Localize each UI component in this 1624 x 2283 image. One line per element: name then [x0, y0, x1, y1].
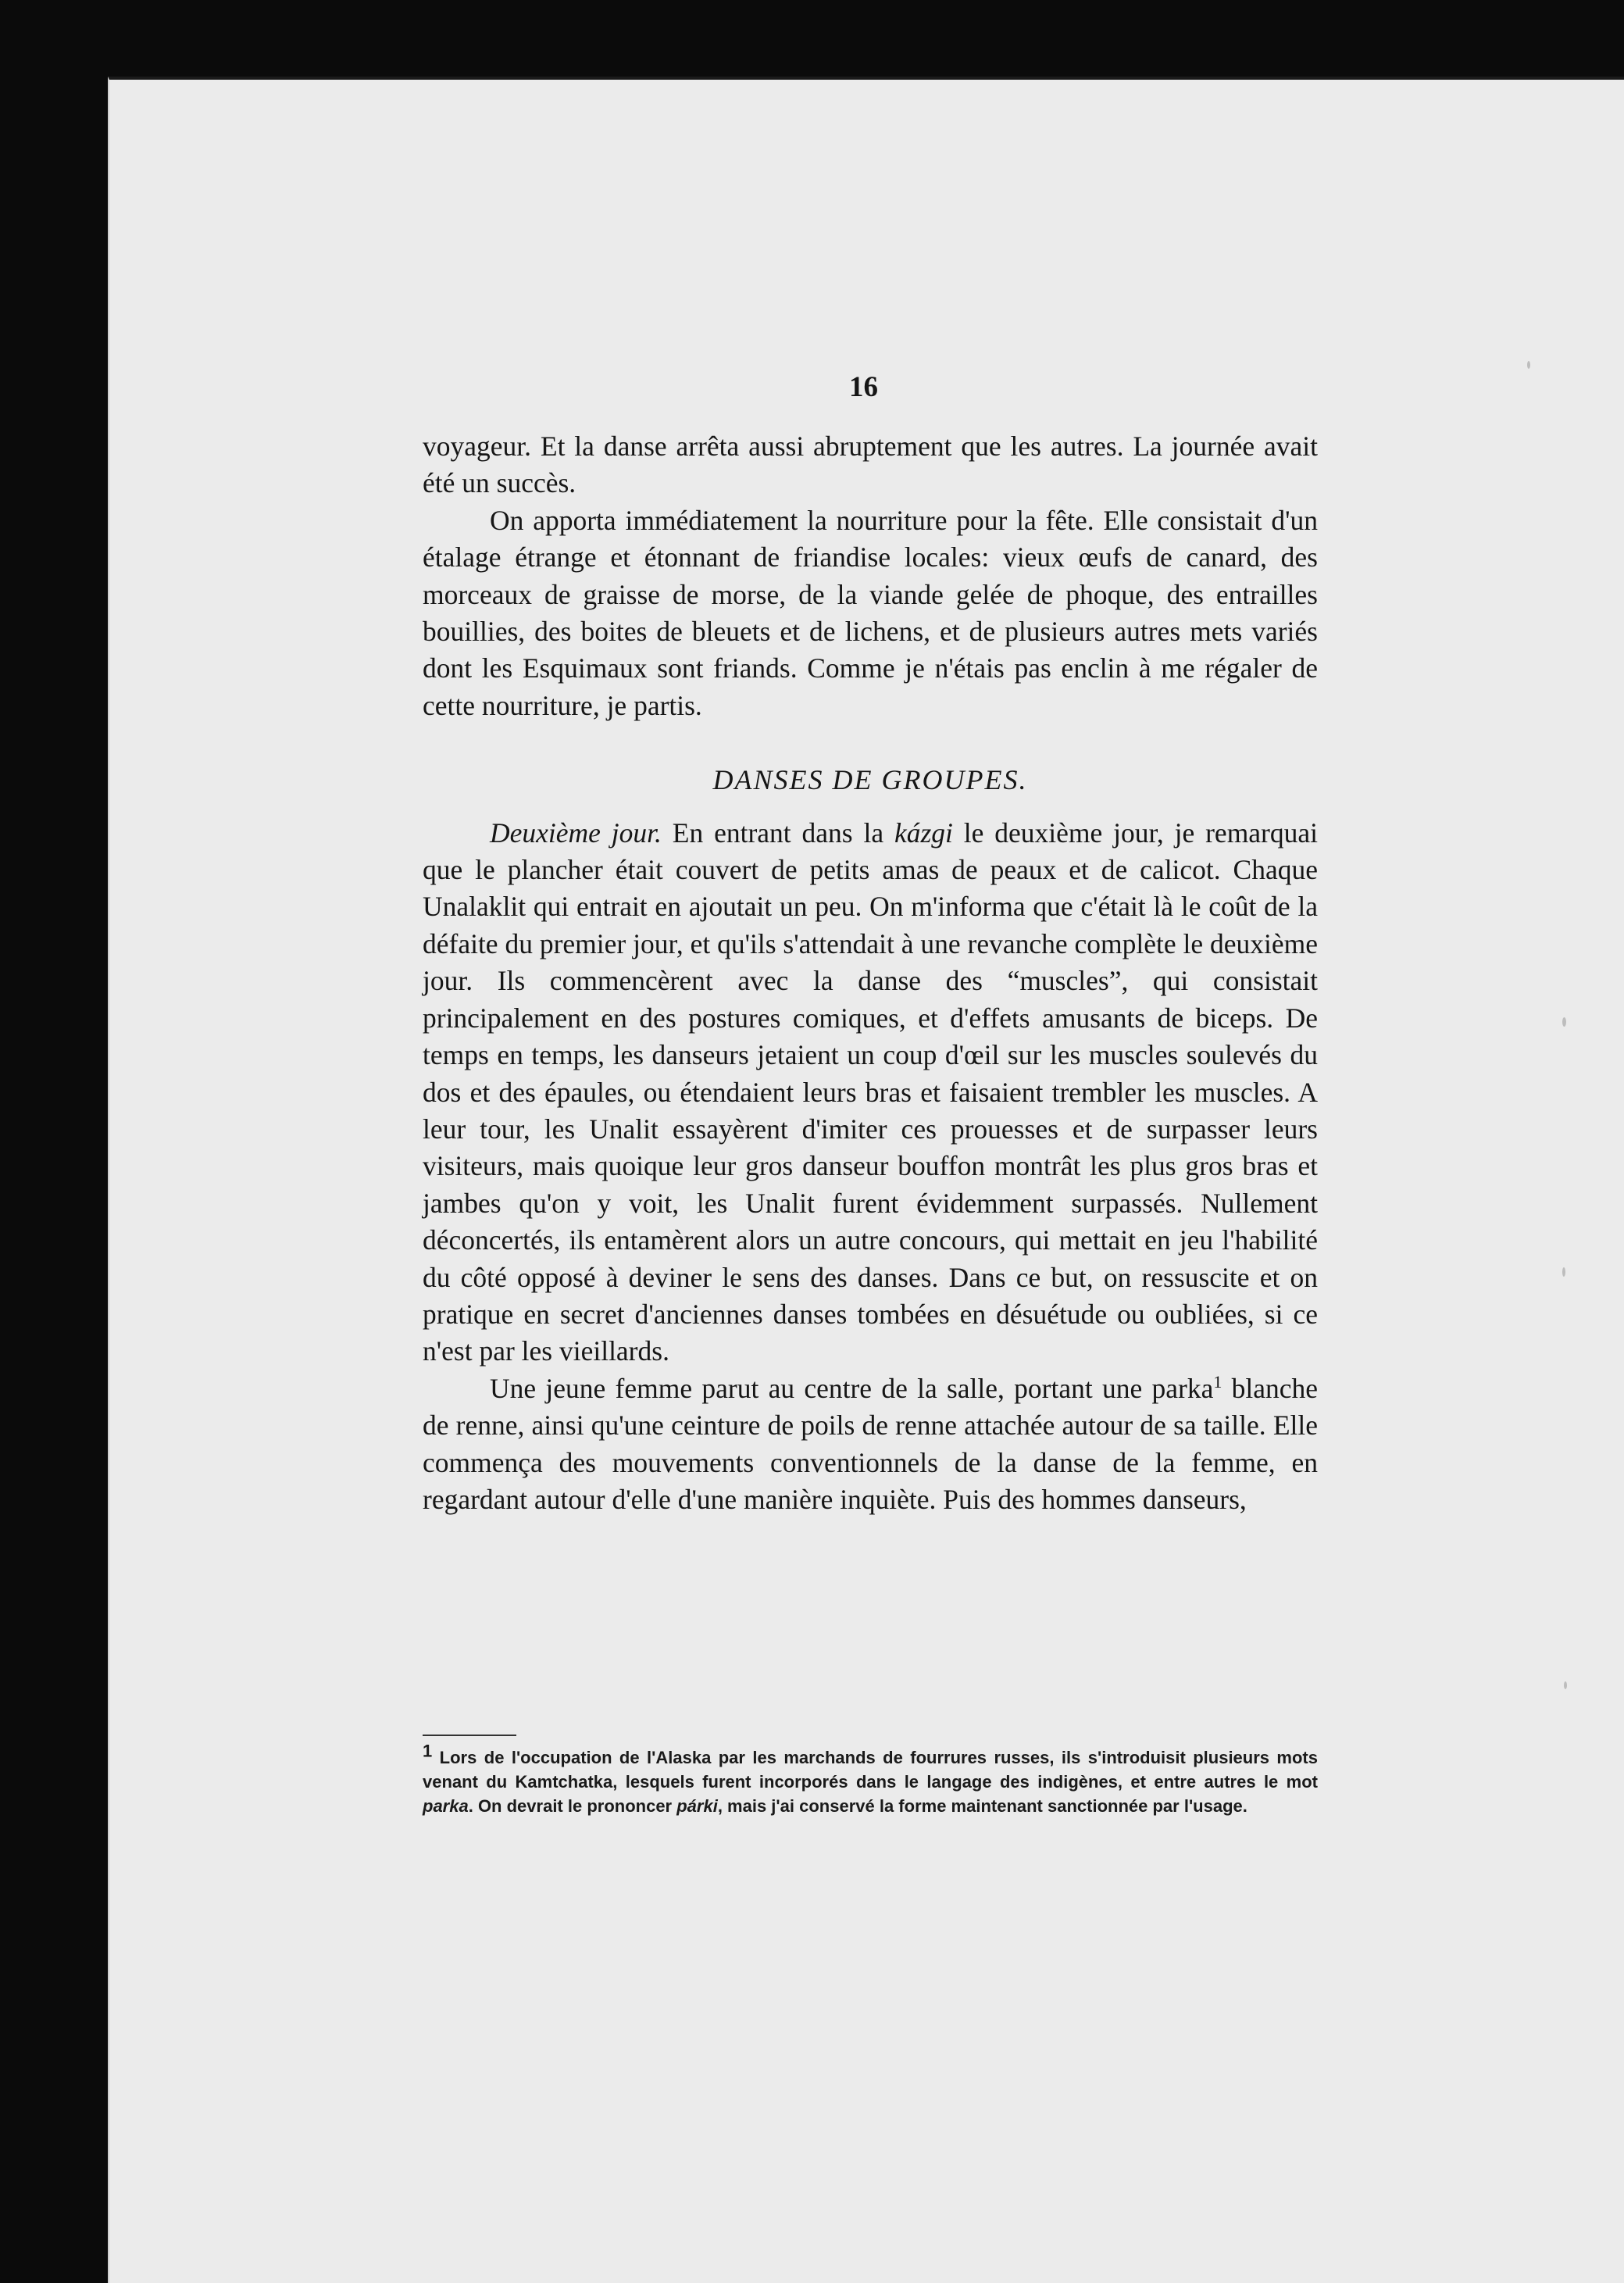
paragraph-text: En entrant dans la [661, 816, 894, 849]
body-text [423, 428, 1318, 1518]
page-number: 16 [849, 371, 878, 403]
footnote-1 [423, 1741, 1318, 1818]
scan-speck [1564, 1681, 1567, 1689]
term-parki: párki [676, 1796, 718, 1816]
term-parka: parka [423, 1796, 469, 1816]
footnote-text: Lors de l'occupation de l'Alaska par les marchands de fourrures russes, ils s'introduisit plusieurs mots venant du Kamtchatka, lesquels furent incorporés dans le langage des indigènes, et entre autres le mot [423, 1748, 1318, 1792]
paragraph-lead-in: Deuxième jour. [490, 816, 662, 849]
paragraph-young-woman [423, 1370, 1318, 1519]
paragraph-second-day [423, 815, 1318, 1370]
section-heading: DANSES DE GROUPES. [712, 764, 1028, 796]
paragraph-text: Une jeune femme parut au centre de la salle, portant une parka [490, 1372, 1214, 1404]
footnote [423, 1741, 1318, 1818]
paragraph-text: le deuxième jour, je remarquai que le plancher était couvert de petits amas de peaux et de calicot. Chaque Unalaklit qui entrait en ajoutait un peu. On m'informa que c'était là le coût de la défaite du premier jour, et qu'ils s'attendait à une revanche complète le deuxième jour. Ils commencèrent avec la danse des “muscles”, qui consistait principalement en des postures comiques, et d'effets amusants de biceps. De temps en temps, les danseurs jetaient un coup d'œil sur les muscles soulevés du dos et des épaules, ou étendaient leurs bras et faisaient trembler les muscles. A leur tour, les Unalit essayèrent d'imiter ces prouesses et de surpasser leurs visiteurs, mais quoique leur gros danseur bouffon montrât les plus gros bras et jambes qu'on y voit, les Unalit furent évidemment surpassés. Nullement déconcertés, ils entamèrent alors un autre concours, qui mettait en jeu l'habilité du côté opposé à deviner le sens des danses. Dans ce but, on ressuscite et on pratique en secret d'anciennes danses tombées en désuétude ou oubliées, si ce n'est par les vieillards. [423, 816, 1319, 1367]
paragraph-continuation: voyageur. Et la danse arrêta aussi abruptement que les autres. La journée avait été un succès. [423, 431, 1318, 499]
scan-speck [1562, 1017, 1566, 1027]
paragraph-text: blanche de renne, ainsi qu'une ceinture de poils de renne attachée autour de sa taille. Elle commença des mouvements conventionnels de la danse de la femme, en regardant autour d'elle d'une manière inquiète. Puis des hommes danseurs, [423, 1372, 1318, 1515]
paragraph-feast: On apporta immédiatement la nourriture pour la fête. Elle consistait d'un étalage étrange et étonnant de friandise locales: vieux œufs de canard, des morceaux de graisse de morse, de la viande gelée de phoque, des entrailles bouillies, des boites de bleuets et de lichens, et de plusieurs autres mets variés dont les Esquimaux sont friands. Comme je n'étais pas enclin à me régaler de cette nourriture, je partis. [423, 504, 1318, 721]
footnote-text: , mais j'ai conservé la forme maintenant sanctionnée par l'usage. [717, 1796, 1247, 1816]
footnote-marker: 1 [423, 1741, 433, 1761]
scan-speck [1527, 361, 1530, 369]
footnote-reference: 1 [1213, 1371, 1222, 1392]
footnote-text: . On devrait le prononcer [468, 1796, 677, 1816]
term-kazgi: kázgi [894, 816, 953, 849]
scan-speck [1562, 1267, 1565, 1277]
footnote-divider [423, 1735, 516, 1736]
